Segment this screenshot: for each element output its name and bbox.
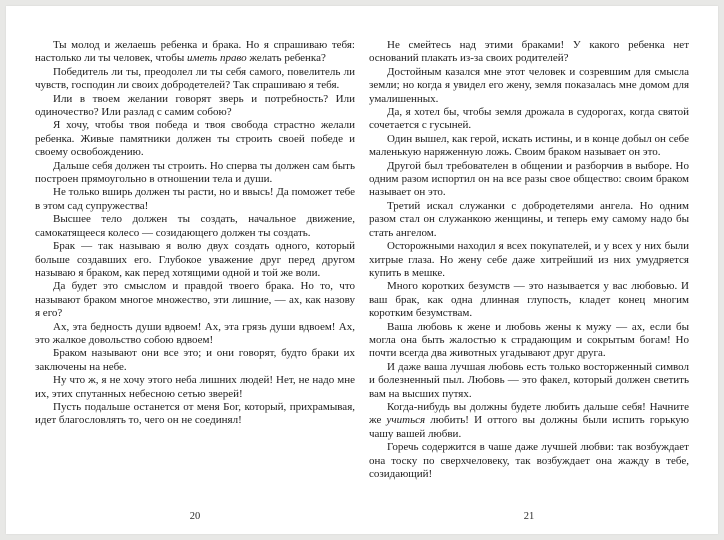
paragraph: Победитель ли ты, преодолел ли ты себя самого, повелитель ли чувств, господин ли своих добродетелей? Так спрашиваю я тебя. xyxy=(35,65,355,92)
paragraph: Да будет это смыслом и правдой твоего брака. Но то, что называют браком многое множество, эти лишние, — ах, как назову я его? xyxy=(35,280,355,320)
paragraph: Я хочу, чтобы твоя победа и твоя свобода страстно желали ребенка. Живые памятники должен ты строить своей победе и своему освобождению. xyxy=(35,119,355,159)
paragraph: Браком называют они все это; и они говорят, будто браки их заключены на небе. xyxy=(35,347,355,373)
page-left-text xyxy=(35,39,355,504)
paragraph: Брак — так называю я волю двух создать одного, который больше создавших его. Глубокое уважение друг перед другом называю я браком, как перед хотящими одной и той же воли. xyxy=(35,240,355,279)
paragraph: Или в твоем желании говорят зверь и потребность? Или одиночество? Или разлад с самим собою? xyxy=(35,92,355,119)
paragraph: Высшее тело должен ты создать, начальное движение, самокатящееся колесо — созидающего должен ты создать. xyxy=(35,213,355,239)
paragraph: Осторожными находил я всех покупателей, и у всех у них были хитрые глаза. Но жену себе даже хитрейший из них умудряется купить в мешке. xyxy=(369,240,689,279)
page-right-text xyxy=(369,39,689,504)
paragraph: Когда-нибудь вы должны будете любить дальше себя! Начните же учиться любить! И оттого вы должны были испить горькую чашу вашей любви. xyxy=(369,400,689,440)
paragraph: Не только вширь должен ты расти, но и ввысь! Да поможет тебе в этом сад супружества! xyxy=(35,186,355,212)
paragraph: Ваша любовь к жене и любовь жены к мужу — ах, если бы могла она быть жалостью к страдающим и сокрытым богам! Но почти всегда два животных угадывают друг друга. xyxy=(369,320,689,360)
paragraph: Ты молод и желаешь ребенка и брака. Но я спрашиваю тебя: настолько ли ты человек, чтобы иметь право желать ребенка? xyxy=(35,39,355,65)
paragraph: Достойным казался мне этот человек и созревшим для смысла земли; но когда я увидел его жену, земля показалась мне домом для умалишенных. xyxy=(369,65,689,105)
paragraph: Дальше себя должен ты строить. Но сперва ты должен сам быть построен прямоугольно в отношении тела и души. xyxy=(35,159,355,186)
paragraph: И даже ваша лучшая любовь есть только восторженный символ и болезненный пыл. Любовь — это факел, который должен светить вам на высших путях. xyxy=(369,360,689,400)
book-page-left xyxy=(6,6,362,534)
paragraph: Горечь содержится в чаше даже лучшей любви: так возбуждает она тоску по сверхчеловеку, так возбуждает она жажду в тебе, созидающий! xyxy=(369,441,689,480)
paragraph: Другой был требователен в общении и разборчив в выборе. Но одним разом испортил он на все разы свое общество: своим браком называет он это. xyxy=(369,159,689,199)
paragraph: Ах, эта бедность души вдвоем! Ах, эта грязь души вдвоем! Ах, это жалкое довольство собою вдвоем! xyxy=(35,320,355,346)
page-right-number: 21 xyxy=(523,511,535,522)
paragraph: Пусть подальше останется от меня Бог, который, прихрамывая, идет благословлять то, чего он не соединял! xyxy=(35,400,355,427)
paragraph: Не смейтесь над этими браками! У какого ребенка нет оснований плакать из-за своих родителей? xyxy=(369,39,689,65)
paragraph: Третий искал служанки с добродетелями ангела. Но одним разом стал он служанкою женщины, и теперь ему самому надо бы стать ангелом. xyxy=(369,199,689,239)
paragraph: Да, я хотел бы, чтобы земля дрожала в судорогах, когда святой сочетается с гусыней. xyxy=(369,106,689,132)
paragraph: Много коротких безумств — это называется у вас любовью. И ваш брак, как одна длинная глупость, кладет конец многим коротким безумствам. xyxy=(369,280,689,320)
page-left-number: 20 xyxy=(189,511,201,522)
paragraph: Ну что ж, я не хочу этого неба лишних людей! Нет, не надо мне их, этих спутанных небесною сетью зверей! xyxy=(35,374,355,400)
book-page-right xyxy=(362,6,718,534)
paragraph: Один вышел, как герой, искать истины, и в конце добыл он себе маленькую наряженную ложь. Своим браком называет он это. xyxy=(369,132,689,159)
book-spread xyxy=(6,6,718,534)
